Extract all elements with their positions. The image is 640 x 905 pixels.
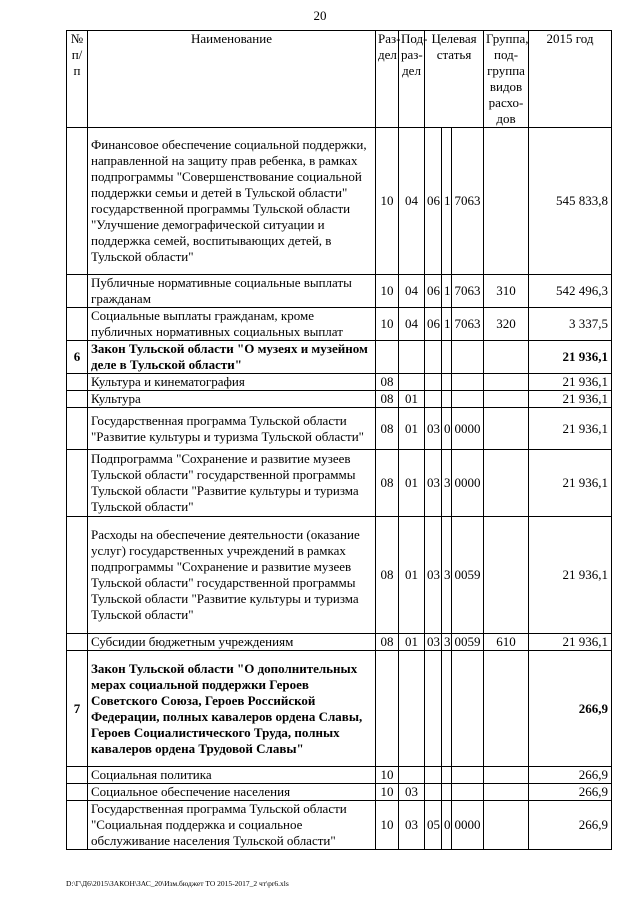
cell-sum: 545 833,8 (529, 128, 612, 275)
header-year: 2015 год (529, 31, 612, 128)
cell-podrazdel (399, 341, 425, 374)
cell-cs2 (442, 767, 452, 784)
cell-cs1 (425, 341, 442, 374)
cell-podrazdel: 04 (399, 308, 425, 341)
header-podrazdel: Под-раз-дел (399, 31, 425, 128)
cell-cs3 (452, 651, 484, 767)
cell-razdel: 08 (376, 408, 399, 450)
cell-gruppa (484, 408, 529, 450)
cell-sum: 542 496,3 (529, 275, 612, 308)
cell-cs1: 06 (425, 308, 442, 341)
cell-cs1 (425, 391, 442, 408)
cell-cs2: 1 (442, 275, 452, 308)
cell-name: Расходы на обеспечение деятельности (оказание услуг) государственных учреждений в рамках подпрограммы "Сохранение и развитие музеев Тульской области" государственной программы Тульской области "Развитие культуры и туризма Тульской области" (88, 517, 376, 634)
cell-gruppa (484, 651, 529, 767)
cell-num (67, 275, 88, 308)
cell-num (67, 784, 88, 801)
cell-sum: 266,9 (529, 801, 612, 850)
cell-sum: 21 936,1 (529, 408, 612, 450)
cell-sum: 21 936,1 (529, 374, 612, 391)
cell-cs3: 0000 (452, 408, 484, 450)
cell-num (67, 634, 88, 651)
table-row (67, 651, 612, 767)
cell-gruppa (484, 450, 529, 517)
cell-name: Субсидии бюджетным учреждениям (88, 634, 376, 651)
cell-cs2: 3 (442, 450, 452, 517)
cell-sum: 3 337,5 (529, 308, 612, 341)
cell-gruppa (484, 374, 529, 391)
cell-name: Социальная политика (88, 767, 376, 784)
budget-table (66, 30, 612, 850)
cell-cs1: 03 (425, 408, 442, 450)
cell-num: 7 (67, 651, 88, 767)
cell-gruppa (484, 391, 529, 408)
cell-name: Государственная программа Тульской области "Развитие культуры и туризма Тульской области" (88, 408, 376, 450)
table-row (67, 634, 612, 651)
cell-podrazdel: 01 (399, 634, 425, 651)
cell-cs3: 0000 (452, 801, 484, 850)
cell-razdel: 08 (376, 391, 399, 408)
cell-cs3 (452, 767, 484, 784)
cell-cs2: 1 (442, 128, 452, 275)
cell-name: Социальное обеспечение населения (88, 784, 376, 801)
cell-razdel: 08 (376, 517, 399, 634)
cell-cs3 (452, 391, 484, 408)
cell-podrazdel: 03 (399, 801, 425, 850)
cell-cs2: 1 (442, 308, 452, 341)
cell-cs2 (442, 651, 452, 767)
cell-cs2: 0 (442, 801, 452, 850)
cell-sum: 266,9 (529, 767, 612, 784)
cell-sum: 266,9 (529, 651, 612, 767)
cell-name: Культура и кинематография (88, 374, 376, 391)
cell-cs2 (442, 391, 452, 408)
cell-cs3 (452, 341, 484, 374)
cell-razdel (376, 341, 399, 374)
cell-razdel: 10 (376, 784, 399, 801)
table-row (67, 450, 612, 517)
cell-name: Закон Тульской области "О музеях и музейном деле в Тульской области" (88, 341, 376, 374)
cell-cs1: 03 (425, 450, 442, 517)
cell-cs3: 7063 (452, 308, 484, 341)
cell-gruppa (484, 341, 529, 374)
table-row (67, 128, 612, 275)
table-row (67, 308, 612, 341)
header-celevaya: Целевая статья (425, 31, 484, 128)
cell-cs1 (425, 651, 442, 767)
cell-cs1: 03 (425, 517, 442, 634)
cell-cs3 (452, 374, 484, 391)
cell-gruppa: 310 (484, 275, 529, 308)
cell-num (67, 450, 88, 517)
cell-sum: 21 936,1 (529, 341, 612, 374)
cell-sum: 266,9 (529, 784, 612, 801)
cell-num (67, 767, 88, 784)
cell-cs1: 06 (425, 275, 442, 308)
cell-num (67, 374, 88, 391)
cell-razdel: 10 (376, 767, 399, 784)
cell-gruppa: 610 (484, 634, 529, 651)
cell-gruppa (484, 517, 529, 634)
cell-cs2: 0 (442, 408, 452, 450)
cell-num (67, 801, 88, 850)
table-row (67, 391, 612, 408)
cell-sum: 21 936,1 (529, 450, 612, 517)
cell-name: Социальные выплаты гражданам, кроме публичных нормативных социальных выплат (88, 308, 376, 341)
table-row (67, 275, 612, 308)
cell-cs3: 0059 (452, 517, 484, 634)
cell-gruppa (484, 801, 529, 850)
cell-razdel: 10 (376, 128, 399, 275)
cell-gruppa (484, 767, 529, 784)
cell-razdel: 10 (376, 308, 399, 341)
cell-podrazdel: 01 (399, 517, 425, 634)
cell-gruppa (484, 784, 529, 801)
cell-num (67, 408, 88, 450)
cell-podrazdel: 01 (399, 408, 425, 450)
cell-razdel: 10 (376, 275, 399, 308)
cell-razdel: 08 (376, 374, 399, 391)
cell-cs1 (425, 767, 442, 784)
cell-num (67, 128, 88, 275)
cell-razdel: 10 (376, 801, 399, 850)
cell-name: Культура (88, 391, 376, 408)
table-row (67, 767, 612, 784)
cell-num: 6 (67, 341, 88, 374)
table-row (67, 374, 612, 391)
cell-gruppa: 320 (484, 308, 529, 341)
cell-cs3: 0000 (452, 450, 484, 517)
cell-cs2 (442, 374, 452, 391)
cell-name: Закон Тульской области "О дополнительных мерах социальной поддержки Героев Советского Союза, Героев Российской Федерации, полных кавалеров ордена Славы, Героев Социалистического Труда, полных кавалеров ордена Трудовой Славы" (88, 651, 376, 767)
cell-name: Подпрограмма "Сохранение и развитие музеев Тульской области" государственной программы Тульской области "Развитие культуры и туризма Тульской области" (88, 450, 376, 517)
cell-cs1 (425, 374, 442, 391)
file-path-footer: D:\Г\Д6\2015\ЗАКОН\ЗАС_20\Изм.бюджет ТО 2015-2017_2 чт\pr6.xls (66, 879, 289, 888)
cell-cs2 (442, 341, 452, 374)
cell-cs3: 7063 (452, 128, 484, 275)
cell-podrazdel: 01 (399, 391, 425, 408)
cell-cs2 (442, 784, 452, 801)
cell-cs3 (452, 784, 484, 801)
cell-name: Финансовое обеспечение социальной поддержки, направленной на защиту прав ребенка, в рамках подпрограммы "Совершенствование социальной поддержки семьи и детей в Тульской области" государственной программы Тульской области "Улучшение демографической ситуации и поддержка семей, воспитывающих детей, в Тульской области" (88, 128, 376, 275)
cell-gruppa (484, 128, 529, 275)
cell-name: Государственная программа Тульской области "Социальная поддержка и социальное обслуживание населения Тульской области" (88, 801, 376, 850)
header-num: № п/п (67, 31, 88, 128)
cell-cs1: 05 (425, 801, 442, 850)
cell-sum: 21 936,1 (529, 634, 612, 651)
table-row (67, 408, 612, 450)
cell-podrazdel: 03 (399, 784, 425, 801)
table-row (67, 517, 612, 634)
table-row (67, 801, 612, 850)
table-row (67, 341, 612, 374)
cell-sum: 21 936,1 (529, 517, 612, 634)
header-gruppa: Группа, под-группа видов расхо-дов (484, 31, 529, 128)
cell-cs3: 7063 (452, 275, 484, 308)
cell-num (67, 517, 88, 634)
cell-razdel (376, 651, 399, 767)
cell-name: Публичные нормативные социальные выплаты гражданам (88, 275, 376, 308)
cell-num (67, 391, 88, 408)
table-row (67, 784, 612, 801)
cell-podrazdel (399, 374, 425, 391)
cell-cs1: 06 (425, 128, 442, 275)
cell-cs3: 0059 (452, 634, 484, 651)
cell-podrazdel: 04 (399, 275, 425, 308)
header-name: Наименование (88, 31, 376, 128)
cell-podrazdel: 04 (399, 128, 425, 275)
cell-razdel: 08 (376, 450, 399, 517)
table-header-row (67, 31, 612, 128)
cell-cs1 (425, 784, 442, 801)
cell-cs2: 3 (442, 634, 452, 651)
cell-cs2: 3 (442, 517, 452, 634)
cell-podrazdel (399, 651, 425, 767)
cell-razdel: 08 (376, 634, 399, 651)
cell-cs1: 03 (425, 634, 442, 651)
page-number: 20 (313, 8, 327, 23)
cell-sum: 21 936,1 (529, 391, 612, 408)
cell-podrazdel (399, 767, 425, 784)
cell-podrazdel: 01 (399, 450, 425, 517)
cell-num (67, 308, 88, 341)
header-razdel: Раз-дел (376, 31, 399, 128)
